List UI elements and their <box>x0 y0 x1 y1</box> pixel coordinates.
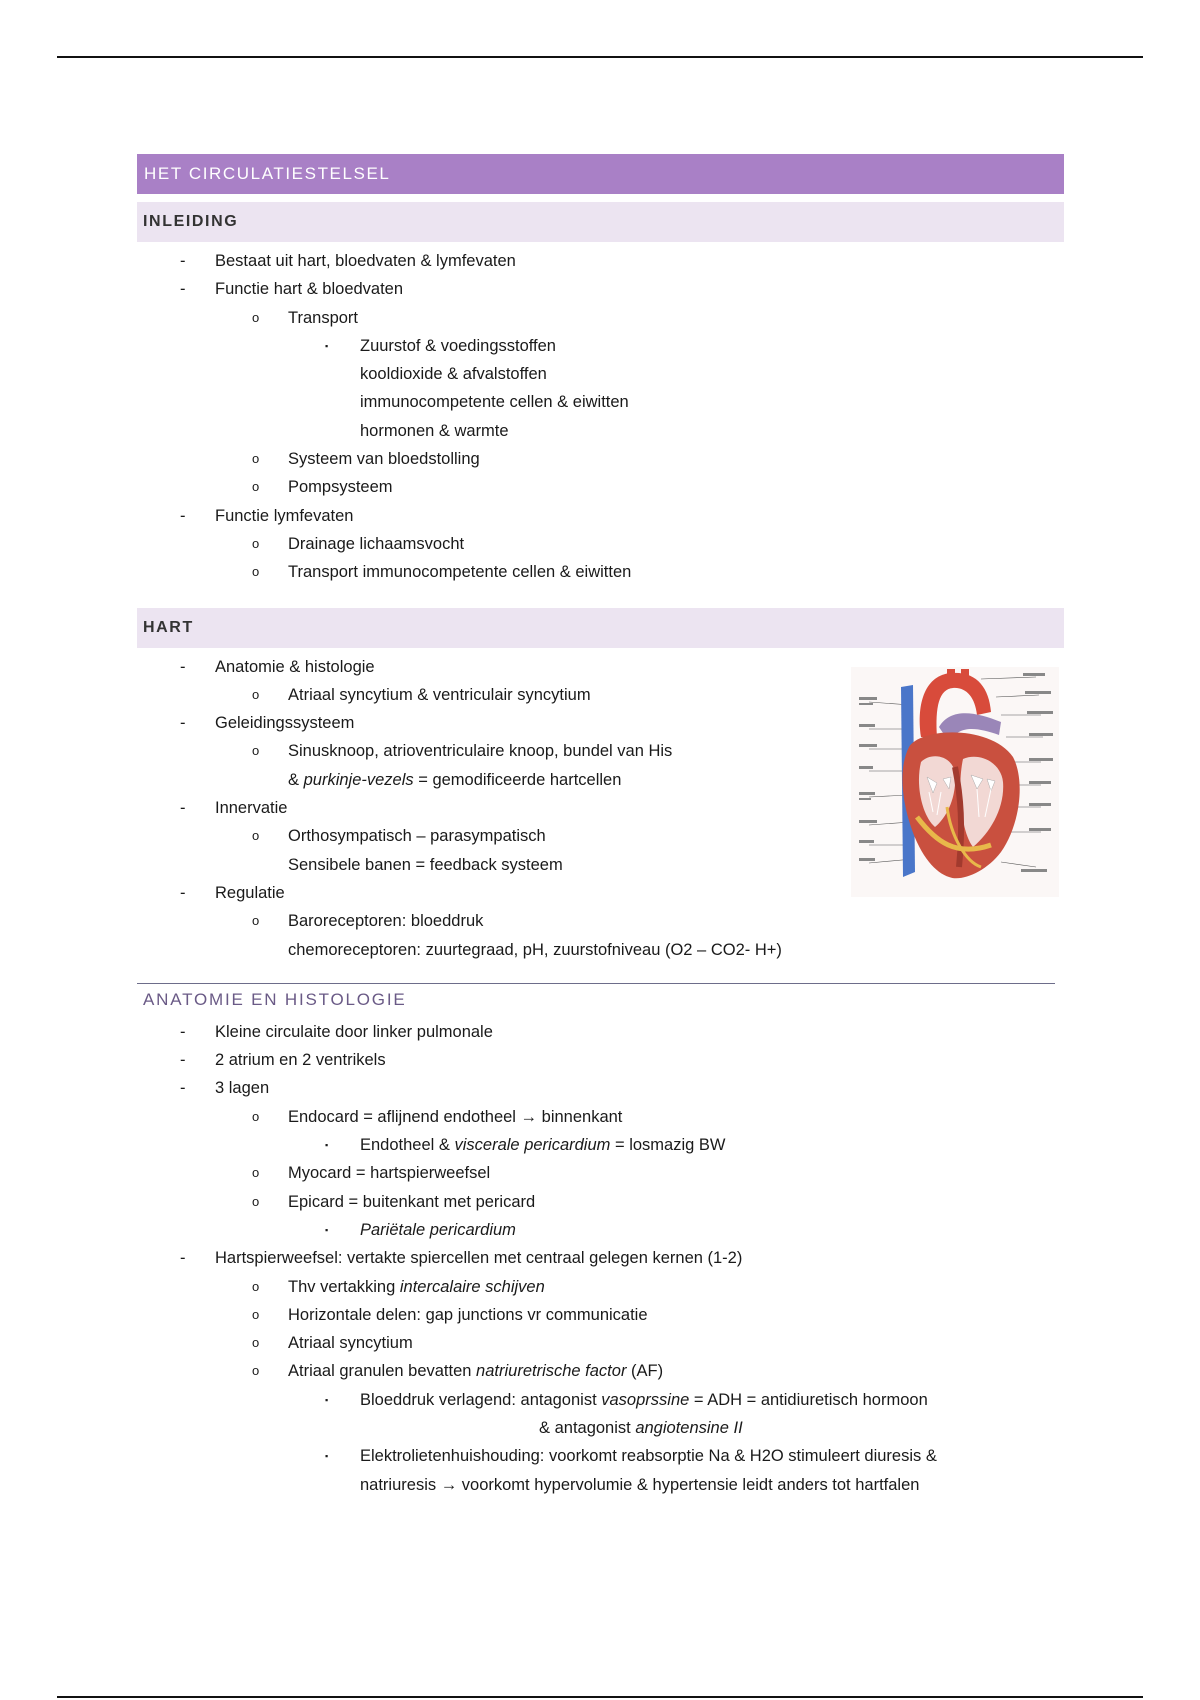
list-item: - Functie lymfevaten <box>180 506 354 525</box>
list-item: ▪ Zuurstof & voedingsstoffen <box>325 336 556 355</box>
list-item: - 2 atrium en 2 ventrikels <box>180 1051 386 1070</box>
section-heading-inleiding: INLEIDING <box>137 202 1064 242</box>
list-item: ▪ Elektrolietenhuishouding: voorkomt reabsorptie Na & H2O stimuleert diuresis & <box>325 1447 937 1466</box>
anatomie-list <box>137 1018 1064 1499</box>
section-heading-anatomie: ANATOMIE EN HISTOLOGIE <box>143 989 407 1009</box>
list-item: o Pompsysteem <box>252 478 393 497</box>
list-item: - Hartspierweefsel: vertakte spiercellen met centraal gelegen kernen (1-2) <box>180 1249 743 1268</box>
list-item: o Transport immunocompetente cellen & eiwitten <box>252 563 632 582</box>
section-heading-hart: HART <box>137 608 1064 648</box>
list-item: ▪ Endotheel & viscerale pericardium = losmazig BW <box>325 1136 726 1155</box>
heart-anatomy-illustration-icon <box>851 667 1059 897</box>
list-item: - Anatomie & histologie <box>180 657 375 676</box>
list-item: o Endocard = aflijnend endotheel → binnenkant <box>252 1107 623 1126</box>
list-item: o Baroreceptoren: bloeddruk <box>252 912 484 931</box>
footer-rule <box>57 1696 1143 1698</box>
list-item: o Transport <box>252 308 358 327</box>
list-item: o Thv vertakking intercalaire schijven <box>252 1277 545 1296</box>
list-item: o Myocard = hartspierweefsel <box>252 1164 491 1183</box>
list-item: - Bestaat uit hart, bloedvaten & lymfevaten <box>180 252 516 270</box>
list-item: & purkinje-vezels = gemodificeerde hartcellen <box>288 770 622 789</box>
list-item: o Atriaal syncytium & ventriculair syncytium <box>252 685 591 704</box>
header-rule <box>57 56 1143 58</box>
list-item: natriuresis → voorkomt hypervolumie & hypertensie leidt anders tot hartfalen <box>360 1475 920 1494</box>
page-title: HET CIRCULATIESTELSEL <box>137 154 1064 194</box>
list-item: ▪ Bloeddruk verlagend: antagonist vasoprssine = ADH = antidiuretisch hormoon <box>325 1390 928 1409</box>
list-item: - 3 lagen <box>180 1079 270 1098</box>
list-item: - Functie hart & bloedvaten <box>180 280 404 299</box>
list-item: o Orthosympatisch – parasympatisch <box>252 827 546 846</box>
list-item: o Sinusknoop, atrioventriculaire knoop, bundel van His <box>252 742 673 761</box>
list-item: - Kleine circulaite door linker pulmonale <box>180 1022 493 1041</box>
list-item: hormonen & warmte <box>360 421 509 440</box>
list-item: o Atriaal syncytium <box>252 1334 413 1353</box>
list-item: immunocompetente cellen & eiwitten <box>360 393 629 412</box>
list-item: - Geleidingssysteem <box>180 714 355 733</box>
list-item: o Horizontale delen: gap junctions vr communicatie <box>252 1305 648 1324</box>
list-item: o Atriaal granulen bevatten natriuretrische factor (AF) <box>252 1362 664 1381</box>
list-item: kooldioxide & afvalstoffen <box>360 365 547 384</box>
list-item: chemoreceptoren: zuurtegraad, pH, zuurstofniveau (O2 – CO2- H+) <box>288 940 782 959</box>
list-item: - Innervatie <box>180 799 288 818</box>
list-item: o Systeem van bloedstolling <box>252 450 480 469</box>
list-item: & antagonist angiotensine II <box>539 1418 743 1437</box>
list-item: - Regulatie <box>180 883 285 902</box>
list-item: Sensibele banen = feedback systeem <box>288 855 563 874</box>
list-item: ▪ Pariëtale pericardium <box>325 1220 516 1239</box>
list-item: o Epicard = buitenkant met pericard <box>252 1192 536 1211</box>
list-item: o Drainage lichaamsvocht <box>252 534 465 553</box>
inleiding-list <box>137 247 1064 587</box>
